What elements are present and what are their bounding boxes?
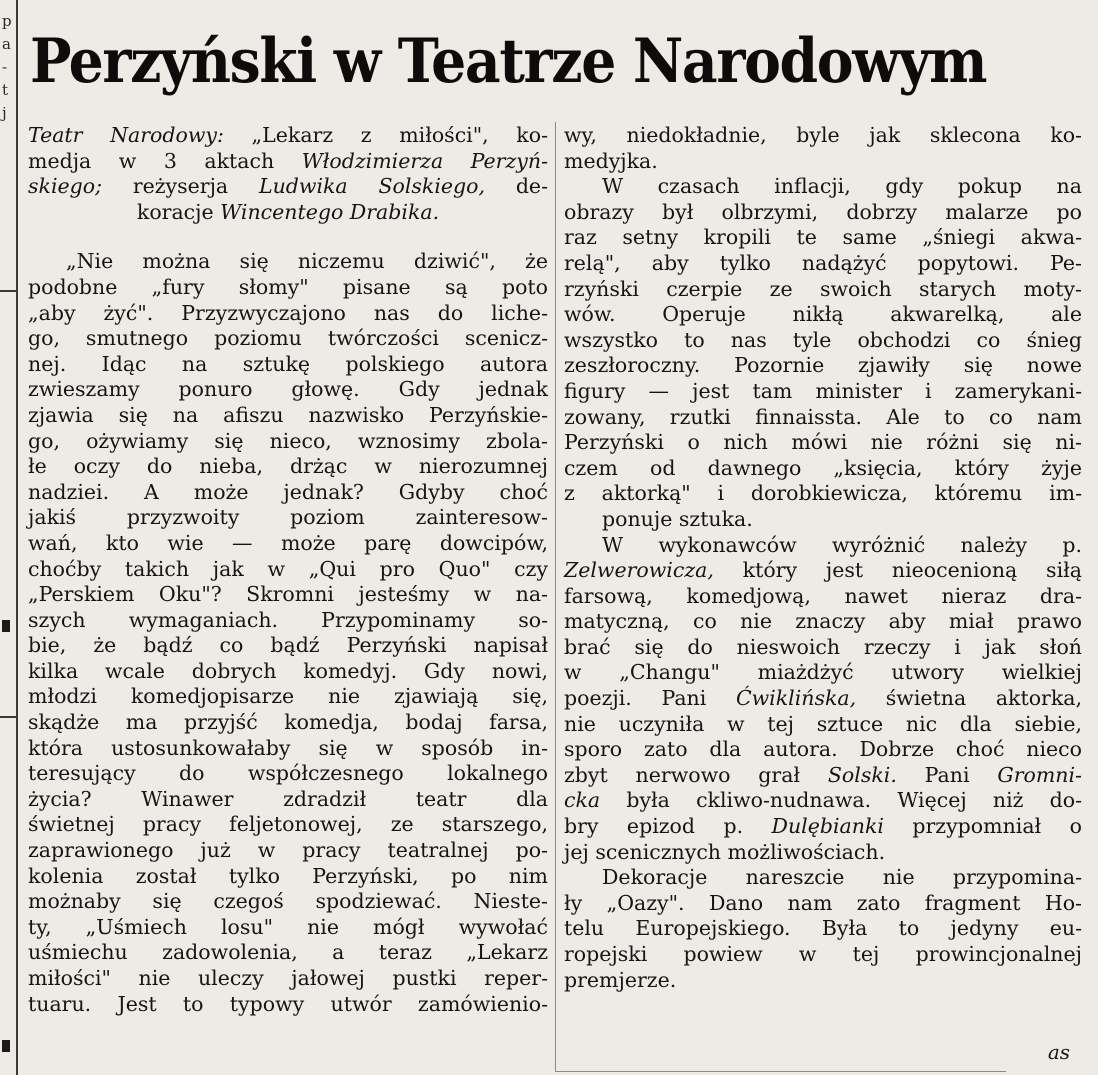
text-segment: bry epizod p. xyxy=(564,814,772,839)
text-line: z aktorką" i dorobkiewicza, któremu im- xyxy=(564,481,1082,506)
text-segment: przypomniał o xyxy=(883,814,1082,839)
fragment-letter: t xyxy=(2,81,9,99)
text-line: matyczną, co nie znaczy aby miał prawo xyxy=(564,609,1082,634)
author-name: skiego; xyxy=(28,174,103,199)
text-line: W wykonawców wyróżnić należy p. xyxy=(602,532,1082,557)
body-paragraph xyxy=(564,533,1082,866)
actor-name: Dulębianki xyxy=(771,814,884,839)
text-line: ropejski powiew w tej prowincjonalnej xyxy=(564,942,1082,966)
text-line: premjerze. xyxy=(564,967,677,992)
text-line: świetnej pracy feljetonowej, ze starszego, xyxy=(28,812,548,837)
actor-name: cka xyxy=(564,788,601,813)
lede-text: reżyserja xyxy=(102,174,259,199)
spacer xyxy=(28,225,548,249)
edge-line xyxy=(0,290,16,292)
text-line: podobne „fury słomy" pisane są poto xyxy=(28,274,548,299)
text-line: jej scenicznych możliwościach. xyxy=(564,839,886,864)
author-name: Włodzimierza Perzyń- xyxy=(301,148,548,173)
text-segment: zbyt nerwowo grał xyxy=(564,762,828,787)
text-line: Dekoracje nareszcie nie przypomina- xyxy=(602,865,1082,890)
lede-text: koracje xyxy=(136,199,221,224)
text-line: sporo zato dla autora. Dobrze choć nieco xyxy=(564,737,1082,762)
text-line: miłości" nie uleczy jałowej pustki reper- xyxy=(28,966,548,990)
fragment-letter: j xyxy=(2,104,7,122)
text-line xyxy=(564,558,1082,584)
director-name: Ludwika Solskiego, xyxy=(258,174,486,199)
actor-name: Ćwiklińska, xyxy=(735,686,857,711)
edge-line xyxy=(0,716,16,718)
lede-line xyxy=(28,149,548,175)
text-line xyxy=(564,788,1082,814)
text-line: szych wymaganiach. Przypominamy so- xyxy=(28,607,548,632)
text-line: nej. Idąc na sztukę polskiego autora xyxy=(28,351,548,376)
text-line: w „Changu" miażdżyć utwory wielkiej xyxy=(564,660,1082,685)
text-line: bie, że bądź co bądź Perzyński napisał xyxy=(28,633,548,658)
text-line: która ustosunkowałaby się w sposób in- xyxy=(28,735,548,760)
body-paragraph xyxy=(28,249,548,1017)
text-line: teresujący do współczesnego lokalnego xyxy=(28,761,548,786)
text-line: ponuje sztuka. xyxy=(602,506,753,531)
text-segment: Pani xyxy=(896,762,998,787)
text-line: medyjka. xyxy=(564,148,658,173)
text-line xyxy=(564,686,1082,712)
headline: Perzyński w Teatrze Narodowym xyxy=(30,26,987,97)
text-line: kilka wcale dobrych komedyj. Gdy nowi, xyxy=(28,658,548,683)
text-line: zwieszamy ponuro głowę. Gdy jednak xyxy=(28,377,548,402)
body-paragraph xyxy=(564,865,1082,993)
text-line: młodzi komedjopisarze nie zjawiają się, xyxy=(28,684,548,709)
text-line: zjawia się na afiszu nazwisko Perzyńskie- xyxy=(28,402,548,427)
edge-mark xyxy=(2,1040,10,1052)
column-edge-rule xyxy=(16,0,18,1075)
text-line: wań, kto wie — może parę dowcipów, xyxy=(28,530,548,555)
text-line: go, ożywiamy się nieco, wznosimy zbola- xyxy=(28,428,548,453)
text-line: możnaby się czegoś spodziewać. Nieste- xyxy=(28,889,548,914)
text-line: raz setny kropili te same „śniegi akwa- xyxy=(564,225,1082,250)
text-line: ty, „Uśmiech losu" nie mógł wywołać xyxy=(28,914,548,939)
text-line: czem od dawnego „księcia, który żyje xyxy=(564,455,1082,480)
text-line: „Nie można się niczemu dziwić", że xyxy=(66,249,548,274)
text-line xyxy=(564,814,1082,840)
body-paragraph xyxy=(564,174,1082,532)
text-line: uśmiechu zadowolenia, a teraz „Lekarz xyxy=(28,940,548,965)
theatre-name: Teatr Narodowy: xyxy=(28,123,224,147)
text-line: farsową, komedjową, nawet nieraz dra- xyxy=(564,583,1082,608)
lede-text: medja w 3 aktach xyxy=(28,148,302,173)
text-line: jakiś przyzwoity poziom zainteresow- xyxy=(28,505,548,530)
text-line: wy, niedokładnie, byle jak sklecona ko- xyxy=(564,123,1082,147)
body-paragraph xyxy=(564,123,1082,174)
fragment-letter: p xyxy=(2,12,12,30)
lede-text: de- xyxy=(485,174,548,199)
text-line: „Perskiem Oku"? Skromni jesteśmy w na- xyxy=(28,582,548,607)
text-line: telu Europejskiego. Była to jedyny eu- xyxy=(564,916,1082,941)
text-segment: poezji. Pani xyxy=(564,686,736,711)
text-line: go, smutnego poziomu twórczości scenicz- xyxy=(28,326,548,351)
text-line: wów. Operuje nikłą akwarelką, ale xyxy=(564,302,1082,327)
left-column xyxy=(28,123,548,1017)
text-line: „aby żyć". Przyzwyczajono nas do liche- xyxy=(28,300,548,325)
actor-name: Zelwerowicza, xyxy=(564,558,714,583)
text-segment: który jest nieocenioną siłą xyxy=(713,558,1082,583)
text-line: nie uczyniła w tej sztuce nic dla siebie, xyxy=(564,711,1082,736)
fragment-letter: - xyxy=(2,58,8,76)
text-line: ły „Oazy". Dano nam zato fragment Ho- xyxy=(564,890,1082,915)
text-line: zeszłoroczny. Pozornie zjawiły się nowe xyxy=(564,353,1082,378)
text-line: rzyński czerpie ze swoich starych moty- xyxy=(564,276,1082,301)
designer-name: Wincentego Drabika. xyxy=(220,199,440,224)
text-line: życia? Winawer zdradził teatr dla xyxy=(28,786,548,811)
text-line: zowany, rzutki finnaissta. Ale to co nam xyxy=(564,404,1082,429)
actor-name: Solski. xyxy=(827,762,897,787)
text-line: łe oczy do nieba, drżąc w nierozumnej xyxy=(28,454,548,479)
text-line: tuaru. Jest to typowy utwór zamówienio- xyxy=(28,991,548,1016)
lede-line xyxy=(28,174,548,200)
text-segment: była ckliwo-nudnawa. Więcej niż do- xyxy=(600,788,1082,813)
neighbour-column-fragment xyxy=(2,10,14,125)
right-column xyxy=(564,123,1082,993)
text-line: nadziei. A może jednak? Gdyby choć xyxy=(28,479,548,504)
text-line: figury — jest tam minister i zamerykani- xyxy=(564,378,1082,403)
fragment-letter: a xyxy=(2,35,11,53)
text-segment: świetna aktorka, xyxy=(856,686,1083,711)
column-divider xyxy=(555,122,556,1072)
text-line xyxy=(564,763,1082,789)
text-line: Perzyński o nich mówi nie różni się ni- xyxy=(564,430,1082,455)
text-line: W czasach inflacji, gdy pokup na xyxy=(602,174,1082,199)
text-line: obrazy był olbrzymi, dobrzy malarze po xyxy=(564,199,1082,224)
text-line: brać się do nieswoich rzeczy i jak słoń xyxy=(564,634,1082,659)
author-signature: as xyxy=(1047,1040,1070,1064)
lede-line xyxy=(28,200,548,226)
lede xyxy=(28,123,548,225)
lede-line xyxy=(28,123,548,149)
bottom-rule xyxy=(556,1071,1006,1072)
lede-text: „Lekarz z miłości", ko- xyxy=(223,123,548,147)
text-line: relą", aby tylko nadążyć popytowi. Pe- xyxy=(564,250,1082,275)
text-line: skądże ma przyjść komedja, bodaj farsa, xyxy=(28,710,548,735)
text-line: wszystko to nas tyle obchodzi co śnieg xyxy=(564,327,1082,352)
text-line: zaprawionego już w pracy teatralnej po- xyxy=(28,838,548,863)
actor-name: Gromni- xyxy=(997,762,1082,787)
edge-mark xyxy=(2,620,10,632)
text-line: kolenia został tylko Perzyński, po nim xyxy=(28,863,548,888)
text-line: choćby takich jak w „Qui pro Quo" czy xyxy=(28,556,548,581)
